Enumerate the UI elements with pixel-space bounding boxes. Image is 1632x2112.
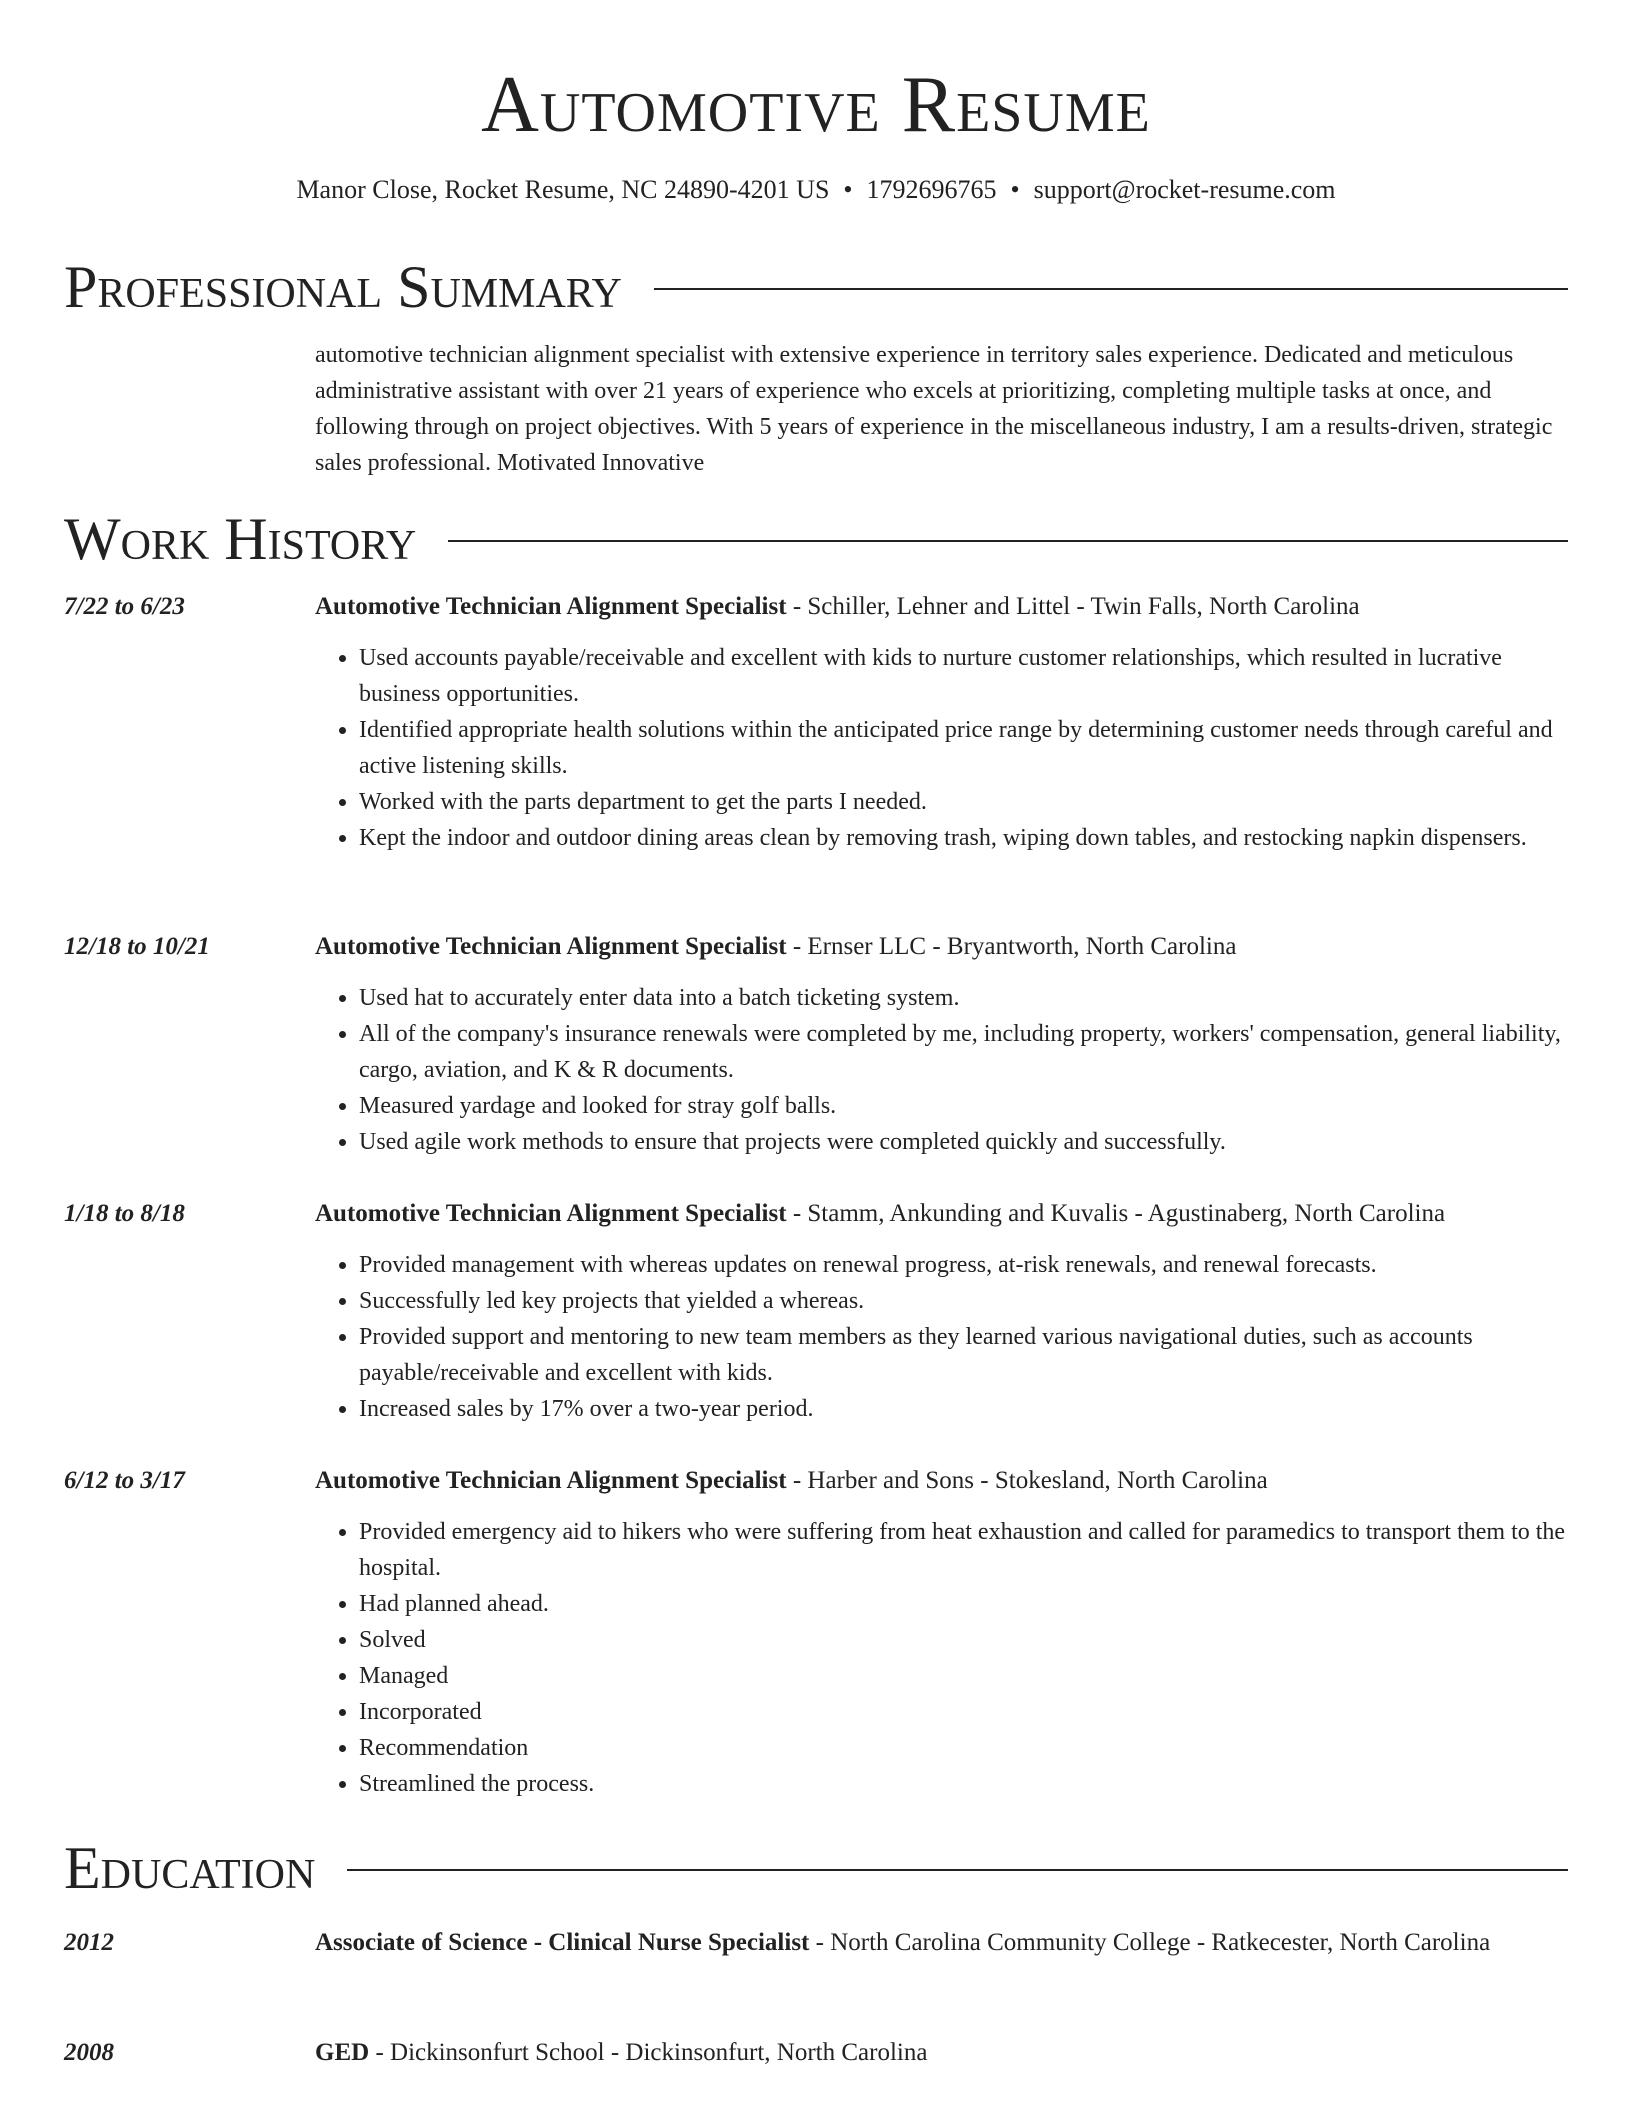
education-entry [64,2034,1568,2072]
contact-address: Manor Close, Rocket Resume, NC 24890-4201 US [296,175,830,204]
education-date: 2012 [64,1929,114,1956]
education-section-header [64,1833,1568,1903]
summary-heading: Professional Summary [64,254,622,320]
job-bullets [315,980,1568,1160]
job-bullet: • Provided support and mentoring to new team members as they learned various navigational duties, such as accounts payable/receivable and excellent with kids. [359,1319,1568,1391]
summary-section-header [64,252,1568,322]
education-heading-line [315,1924,1568,1962]
education-school-location: - North Carolina Community College - Ratkecester, North Carolina [809,1929,1491,1956]
job-bullet: • Used hat to accurately enter data into a batch ticketing system. [359,980,1568,1016]
section-divider [347,1869,1568,1871]
job-date: 7/22 to 6/23 [64,593,185,620]
work-section-header [64,504,1568,574]
job-date: 1/18 to 8/18 [64,1200,185,1227]
job-date: 6/12 to 3/17 [64,1467,185,1494]
job-heading [315,1462,1568,1500]
job-company-location: - Stamm, Ankunding and Kuvalis - Agustinaberg, North Carolina [786,1200,1446,1227]
job-heading [315,1195,1568,1233]
job-bullet: • Solved [359,1622,1568,1658]
job-entry [64,1195,1568,1427]
job-bullet: • Kept the indoor and outdoor dining areas clean by removing trash, wiping down tables, and restocking napkin dispensers. [359,820,1568,856]
summary-text: automotive technician alignment specialist with extensive experience in territory sales experience. Dedicated and meticulous administrative assistant with over 21 years of experience who excels at prioritizing, completing multiple tasks at once, and following through on project objectives. With 5 years of experience in the miscellaneous industry, I am a results-driven, strategic sales professional. Motivated Innovative [315,342,1553,476]
job-bullet: • Identified appropriate health solutions within the anticipated price range by determining customer needs through careful and active listening skills. [359,712,1568,784]
job-bullet: • Measured yardage and looked for stray golf balls. [359,1088,1568,1124]
education-heading-line [315,2034,1568,2072]
job-bullets [315,1514,1568,1802]
job-title: Automotive Technician Alignment Specialist [315,1200,787,1227]
job-entry [64,588,1568,856]
contact-line [0,172,1632,208]
education-school-location: - Dickinsonfurt School - Dickinsonfurt, North Carolina [369,2039,928,2066]
education-heading: Education [64,1835,316,1901]
job-heading [315,928,1568,966]
job-bullet: • Managed [359,1658,1568,1694]
job-bullet: • Increased sales by 17% over a two-year period. [359,1391,1568,1427]
job-bullet: • Successfully led key projects that yielded a whereas. [359,1283,1568,1319]
job-bullet: • Provided management with whereas updates on renewal progress, at-risk renewals, and renewal forecasts. [359,1247,1568,1283]
job-bullet: • Had planned ahead. [359,1586,1568,1622]
job-title: Automotive Technician Alignment Specialist [315,1467,787,1494]
job-title: Automotive Technician Alignment Specialist [315,933,787,960]
job-bullet: • Used accounts payable/receivable and excellent with kids to nurture customer relationships, which resulted in lucrative business opportunities. [359,640,1568,712]
job-bullets [315,640,1568,856]
contact-email[interactable]: support@rocket-resume.com [1033,175,1336,204]
job-heading [315,588,1568,626]
job-bullet: • Provided emergency aid to hikers who were suffering from heat exhaustion and called for paramedics to transport them to the hospital. [359,1514,1568,1586]
resume-title: Automotive Resume [481,61,1151,149]
job-bullet: • All of the company's insurance renewals were completed by me, including property, workers' compensation, general liability, cargo, aviation, and K & R documents. [359,1016,1568,1088]
job-bullet: • Streamlined the process. [359,1766,1568,1802]
education-date: 2008 [64,2039,114,2066]
contact-separator: • [843,175,853,204]
section-divider [448,540,1568,542]
education-entry [64,1924,1568,1962]
section-divider [654,288,1568,290]
job-date: 12/18 to 10/21 [64,933,210,960]
contact-phone: 1792696765 [866,175,997,204]
job-bullets [315,1247,1568,1427]
job-bullet: • Recommendation [359,1730,1568,1766]
job-bullet: • Worked with the parts department to get the parts I needed. [359,784,1568,820]
job-bullet: • Used agile work methods to ensure that projects were completed quickly and successfully. [359,1124,1568,1160]
job-entry [64,1462,1568,1802]
job-company-location: - Schiller, Lehner and Littel - Twin Falls, North Carolina [786,593,1360,620]
job-company-location: - Harber and Sons - Stokesland, North Carolina [786,1467,1268,1494]
education-degree: Associate of Science - Clinical Nurse Specialist [315,1929,810,1956]
job-company-location: - Ernser LLC - Bryantworth, North Carolina [786,933,1237,960]
contact-separator: • [1010,175,1020,204]
job-title: Automotive Technician Alignment Specialist [315,593,787,620]
job-bullet: • Incorporated [359,1694,1568,1730]
job-entry [64,928,1568,1160]
work-heading: Work History [64,506,417,572]
education-degree: GED [315,2039,370,2066]
